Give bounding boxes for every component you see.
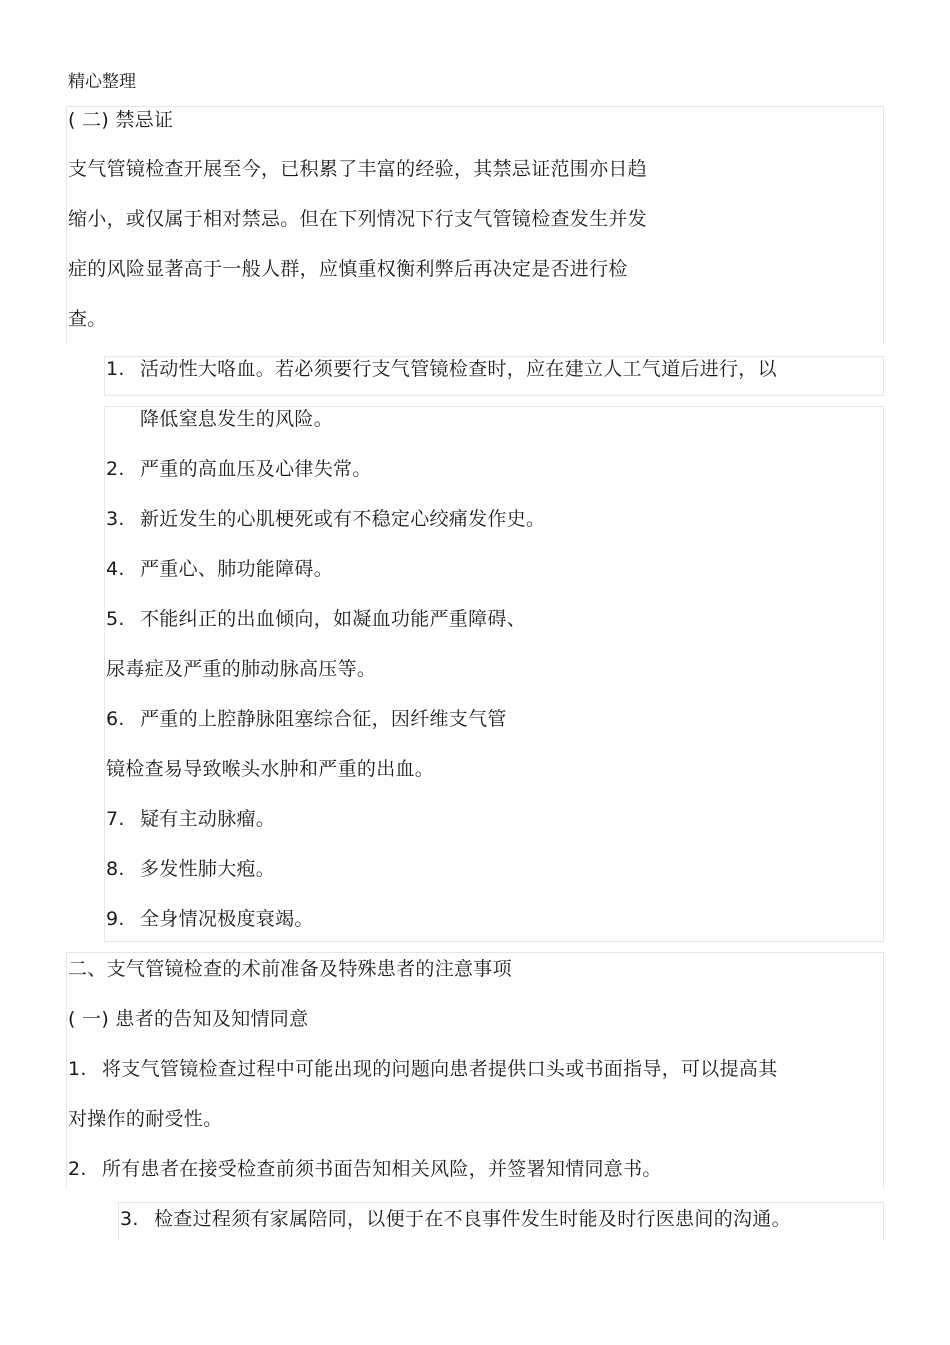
list-item-number: 7. [106, 808, 125, 830]
list-item-number: 5. [106, 608, 125, 630]
list-item-continuation: 镜检查易导致喉头水肿和严重的出血。 [106, 758, 435, 780]
list-item-number: 1. [106, 358, 125, 380]
list-item [106, 607, 526, 631]
list-item-continuation: 降低窒息发生的风险。 [140, 408, 334, 430]
list-item-text: 活动性大咯血。若必须要行支气管镜检查时，应在建立人工气道后进行，以 [140, 358, 777, 380]
list-item-text: 新近发生的心肌梗死或有不稳定心绞痛发作史。 [140, 508, 546, 530]
list-item [106, 357, 777, 381]
list-item-continuation: 对操作的耐受性。 [68, 1108, 223, 1130]
list-item [106, 457, 372, 481]
paragraph-line: 查。 [68, 308, 107, 330]
list-item [106, 557, 333, 581]
paragraph-line: 支气管镜检查开展至今，已积累了丰富的经验，其禁忌证范围亦日趋 [68, 158, 648, 180]
list-item-text: 所有患者在接受检查前须书面告知相关风险，并签署知情同意书。 [102, 1158, 662, 1180]
subheading-consent: ( 一) 患者的告知及知情同意 [68, 1008, 309, 1030]
paragraph-line: 症的风险显著高于一般人群，应慎重权衡利弊后再决定是否进行检 [68, 258, 628, 280]
list-item-text: 多发性肺大疱。 [140, 858, 276, 880]
list-item [68, 1057, 778, 1081]
section-heading-prep: 二、支气管镜检查的术前准备及特殊患者的注意事项 [68, 958, 512, 980]
list-item [106, 857, 275, 881]
list-item-text: 严重心、肺功能障碍。 [140, 558, 334, 580]
list-item-number: 3. [106, 508, 125, 530]
list-item [120, 1207, 791, 1231]
list-item [106, 907, 314, 931]
list-item [106, 707, 507, 731]
list-item-number: 1. [68, 1058, 87, 1080]
list-item-continuation: 尿毒症及严重的肺动脉高压等。 [106, 658, 377, 680]
section-heading-contra: ( 二) 禁忌证 [68, 109, 174, 131]
list-item-text: 全身情况极度衰竭。 [140, 908, 314, 930]
list-item [106, 507, 545, 531]
list-item-number: 4. [106, 558, 125, 580]
list-item-number: 3. [120, 1208, 139, 1230]
list-item-text: 疑有主动脉瘤。 [140, 808, 276, 830]
list-item-text: 不能纠正的出血倾向，如凝血功能严重障碍、 [140, 608, 527, 630]
list-item-number: 2. [68, 1158, 87, 1180]
list-item-text: 检查过程须有家属陪同，以便于在不良事件发生时能及时行医患间的沟通。 [154, 1208, 791, 1230]
list-item-number: 2. [106, 458, 125, 480]
list-item-text: 将支气管镜检查过程中可能出现的问题向患者提供口头或书面指导，可以提高其 [102, 1058, 778, 1080]
page-header: 精心整理 [68, 72, 136, 92]
paragraph-line: 缩小，或仅属于相对禁忌。但在下列情况下行支气管镜检查发生并发 [68, 208, 648, 230]
list-item-number: 8. [106, 858, 125, 880]
list-item-number: 6. [106, 708, 125, 730]
list-item [106, 807, 275, 831]
list-item-number: 9. [106, 908, 125, 930]
list-item [68, 1157, 662, 1181]
list-item-text: 严重的上腔静脉阻塞综合征，因纤维支气管 [140, 708, 507, 730]
list-item-text: 严重的高血压及心律失常。 [140, 458, 372, 480]
